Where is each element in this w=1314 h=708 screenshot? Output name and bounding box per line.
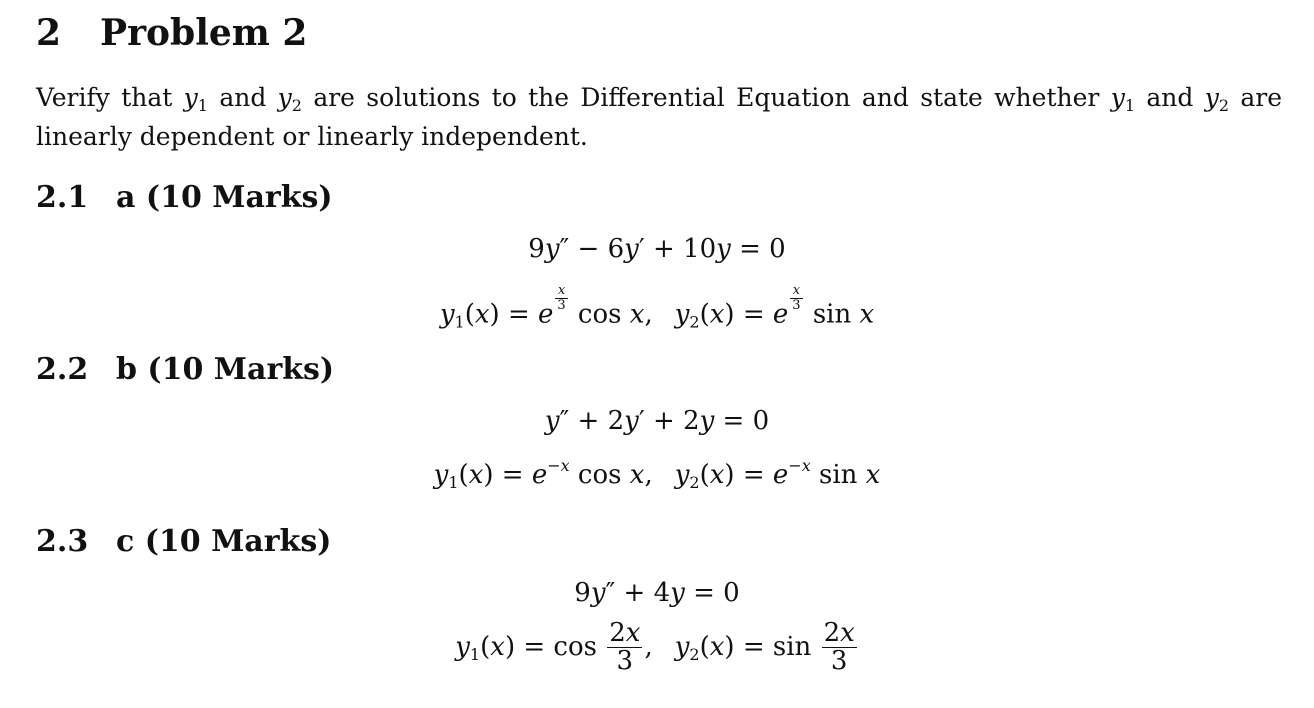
y2-symbol: $y_2$ xyxy=(277,83,302,115)
differential-equation-b: y″ + 2y′ + 2y = 0 xyxy=(544,406,770,436)
statement-and-2: and xyxy=(1146,83,1194,112)
statement-part-3: are linearly dependent or linearly independent. xyxy=(36,83,1283,151)
y2-symbol: $y_2$ xyxy=(1204,83,1230,115)
solutions-b: $y_1(x) = e^{-x}$ cos x, $y_2(x) = e^{-x}$ sin x xyxy=(433,456,881,492)
statement-and-1: and xyxy=(219,83,267,112)
section-heading xyxy=(36,12,307,54)
subsection-number: 2.2 xyxy=(36,352,89,387)
problem-statement xyxy=(36,82,1282,152)
subsection-title: c (10 Marks) xyxy=(116,524,332,559)
subsection-heading-2-3 xyxy=(36,524,331,559)
statement-part-1: Verify that xyxy=(36,83,173,112)
subsection-title: b (10 Marks) xyxy=(116,352,335,387)
subsection-heading-2-2 xyxy=(36,352,334,387)
differential-equation-a: 9y″ − 6y′ + 10y = 0 xyxy=(528,234,786,264)
section-title: Problem 2 xyxy=(100,12,308,54)
y1-symbol: $y_1$ xyxy=(183,83,208,115)
differential-equation-c: 9y″ + 4y = 0 xyxy=(574,578,740,608)
y1-symbol: $y_1$ xyxy=(1110,83,1135,115)
subsection-heading-2-1 xyxy=(36,180,333,215)
statement-part-2: are solutions to the Differential Equation and state whether xyxy=(313,83,1100,112)
subsection-title: a (10 Marks) xyxy=(116,180,333,215)
solutions-c: $y_1(x) = \cos$ $\frac{2x}{3}$ , $y_2(x) = \sin$ $\frac{2x}{3}$ xyxy=(455,618,855,677)
solutions-a: $y_1(x) = e$ $\frac{x}{3}$ cos x, $y_2(x) = e$ $\frac{x}{3}$ sin x xyxy=(439,283,875,332)
subsection-number: 2.1 xyxy=(36,180,89,215)
section-number: 2 xyxy=(36,12,62,54)
subsection-number: 2.3 xyxy=(36,524,89,559)
